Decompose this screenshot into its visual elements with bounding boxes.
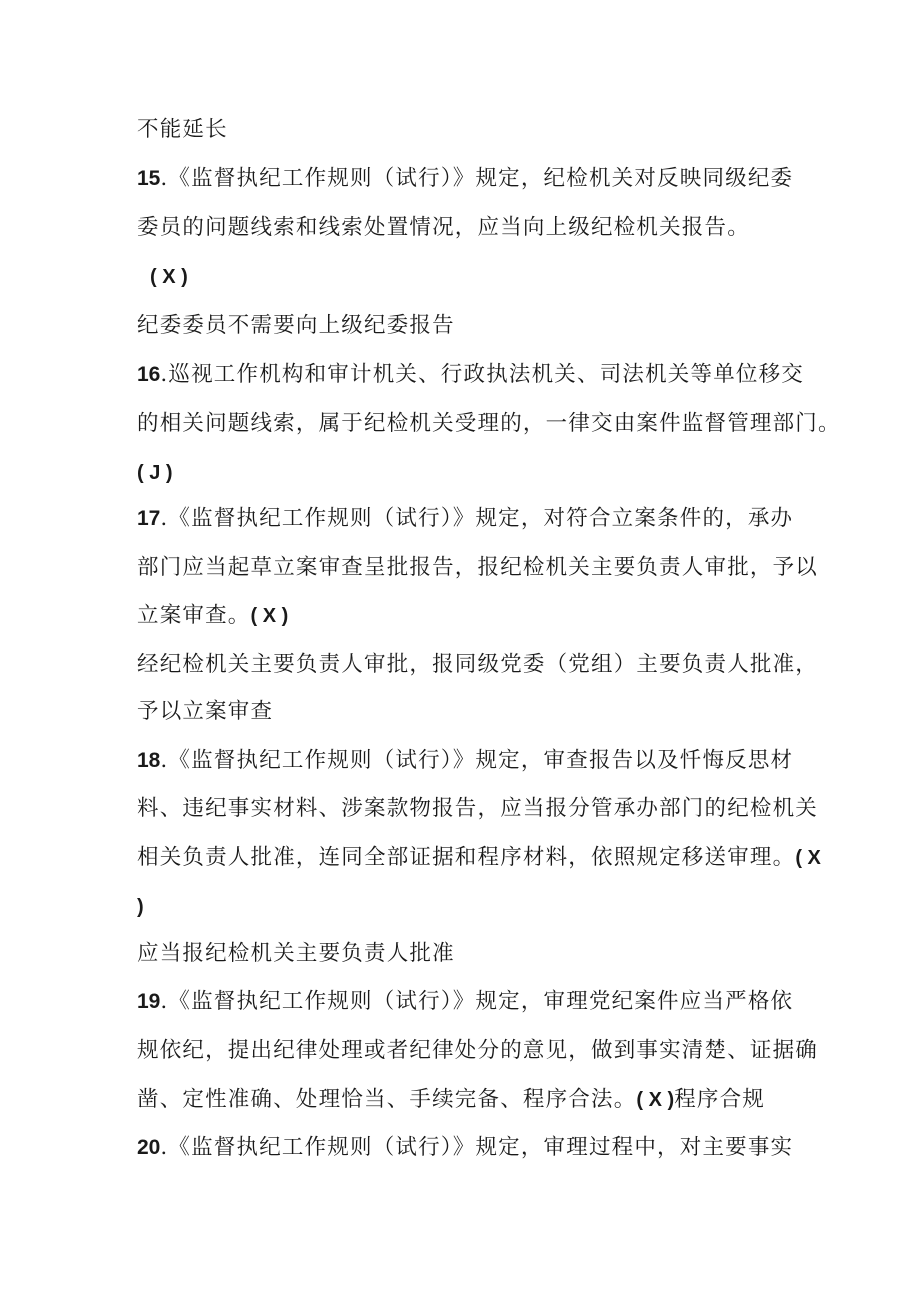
question-19-line-1 [137,987,793,1017]
question-text: .《监督执纪工作规则（试行）》规定，审查报告以及忏悔反思材 [160,748,794,773]
question-number: 19 [137,990,161,1013]
note-line: 予以立案审查 [137,699,274,724]
question-19-line-3 [137,1085,765,1115]
question-text: .巡视工作机构和审计机关、行政执法机关、司法机关等单位移交 [160,362,804,387]
question-text: .《监督执纪工作规则（试行）》规定，审理过程中，对主要事实 [160,1135,794,1160]
question-text: .《监督执纪工作规则（试行）》规定，对符合立案条件的，承办 [160,506,794,531]
question-number: 15 [137,167,161,190]
question-text: .《监督执纪工作规则（试行）》规定，审理党纪案件应当严格依 [160,989,794,1014]
note-text: 程序合规 [674,1087,765,1112]
answer-mark: ( X [795,847,821,869]
note-line: 纪委委员不需要向上级纪委报告 [137,313,455,338]
question-text: 立案审查。 [137,603,251,628]
question-text: 凿、定性准确、处理恰当、手续完备、程序合法。 [137,1087,637,1112]
question-16-line-2: 的相关问题线索，属于纪检机关受理的，一律交由案件监督管理部门。 [137,411,841,436]
answer-mark: ( J ) [137,462,173,484]
question-17-line-3 [137,601,288,631]
answer-mark: ( X ) [150,266,188,288]
answer-mark: ( X ) [250,605,289,627]
question-number: 18 [137,749,161,772]
question-number: 17 [137,507,161,530]
question-text: .《监督执纪工作规则（试行）》规定，纪检机关对反映同级纪委 [160,166,794,191]
question-19-line-2: 规依纪，提出纪律处理或者纪律处分的意见，做到事实清楚、证据确 [137,1038,819,1063]
note-line: 经纪检机关主要负责人审批，报同级党委（党组）主要负责人批准， [137,652,819,677]
answer-mark-close: ) [137,896,144,918]
answer-mark: ( X ) [636,1089,675,1111]
question-18-line-2: 料、违纪事实材料、涉案款物报告，应当报分管承办部门的纪检机关 [137,796,819,821]
question-18-line-1 [137,746,793,776]
question-17-line-1 [137,504,793,534]
question-number: 20 [137,1136,161,1159]
question-text: 相关负责人批准，连同全部证据和程序材料，依照规定移送审理。 [137,845,796,870]
question-number: 16 [137,363,161,386]
question-18-line-3 [137,843,821,873]
note-line: 应当报纪检机关主要负责人批准 [137,941,455,966]
question-15-line-2: 委员的问题线索和线索处置情况，应当向上级纪检机关报告。 [137,215,750,240]
question-15-line-1 [137,164,793,194]
note-line: 不能延长 [137,117,228,142]
question-16-line-1 [137,360,804,390]
question-17-line-2: 部门应当起草立案审查呈批报告，报纪检机关主要负责人审批，予以 [137,555,819,580]
question-20-line-1 [137,1133,793,1163]
